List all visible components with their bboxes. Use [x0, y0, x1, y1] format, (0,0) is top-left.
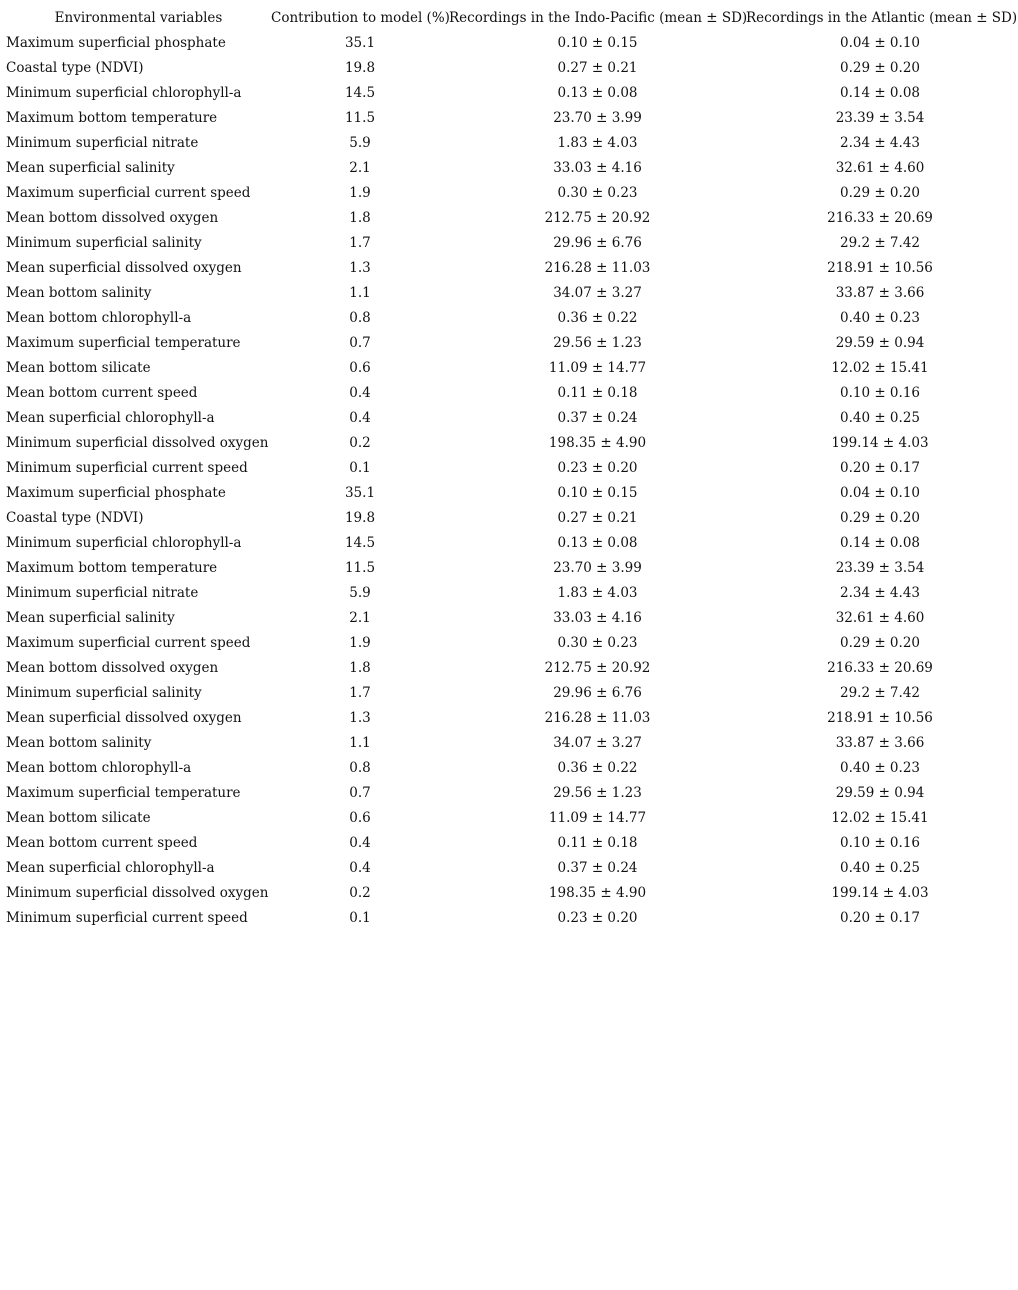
indo-pacific-cell: 23.70 ± 3.99 [553, 109, 642, 126]
variable-cell: Coastal type (NDVI) [6, 509, 144, 526]
indo-pacific-cell: 0.30 ± 0.23 [557, 634, 638, 651]
variable-cell: Maximum superficial current speed [6, 184, 251, 201]
table-row [6, 180, 1014, 205]
contribution-cell: 19.8 [344, 59, 376, 76]
contribution-cell: 0.8 [349, 759, 371, 776]
variable-cell: Mean bottom dissolved oxygen [6, 209, 219, 226]
atlantic-cell: 0.29 ± 0.20 [839, 184, 920, 201]
table-row [6, 555, 1014, 580]
indo-pacific-cell: 1.83 ± 4.03 [557, 134, 638, 151]
atlantic-cell: 2.34 ± 4.43 [839, 134, 920, 151]
variable-cell: Minimum superficial nitrate [6, 134, 199, 151]
variable-cell: Minimum superficial current speed [6, 459, 248, 476]
variable-cell: Mean bottom dissolved oxygen [6, 659, 219, 676]
variable-cell: Mean superficial chlorophyll-a [6, 859, 215, 876]
table-row [6, 605, 1014, 630]
variable-cell: Minimum superficial salinity [6, 684, 202, 701]
table-body [6, 30, 1014, 930]
indo-pacific-cell: 0.37 ± 0.24 [557, 409, 638, 426]
atlantic-cell: 0.14 ± 0.08 [839, 534, 920, 551]
variable-cell: Mean bottom silicate [6, 359, 151, 376]
contribution-cell: 5.9 [349, 134, 371, 151]
contribution-cell: 5.9 [349, 584, 371, 601]
table-row [6, 330, 1014, 355]
atlantic-cell: 216.33 ± 20.69 [827, 209, 933, 226]
contribution-cell: 0.4 [349, 834, 371, 851]
atlantic-cell: 0.14 ± 0.08 [839, 84, 920, 101]
contribution-cell: 0.4 [349, 859, 371, 876]
contribution-cell: 0.1 [349, 909, 371, 926]
atlantic-cell: 33.87 ± 3.66 [835, 734, 925, 751]
variable-cell: Mean bottom silicate [6, 809, 151, 826]
variable-cell: Mean bottom salinity [6, 734, 152, 751]
table-row [6, 455, 1014, 480]
variable-cell: Mean superficial salinity [6, 159, 175, 176]
indo-pacific-cell: 0.23 ± 0.20 [557, 459, 638, 476]
contribution-cell: 0.2 [349, 884, 371, 901]
table-row [6, 55, 1014, 80]
indo-pacific-cell: 212.75 ± 20.92 [544, 209, 651, 226]
indo-pacific-cell: 11.09 ± 14.77 [548, 809, 647, 826]
indo-pacific-cell: 0.11 ± 0.18 [557, 834, 638, 851]
contribution-cell: 1.3 [349, 709, 371, 726]
header-row [6, 5, 1014, 30]
contribution-cell: 1.9 [349, 184, 371, 201]
indo-pacific-cell: 33.03 ± 4.16 [553, 159, 642, 176]
indo-pacific-cell: 23.70 ± 3.99 [553, 559, 642, 576]
contribution-cell: 1.8 [349, 209, 371, 226]
table-row [6, 755, 1014, 780]
variable-cell: Coastal type (NDVI) [6, 59, 144, 76]
indo-pacific-cell: 29.96 ± 6.76 [553, 684, 642, 701]
variable-cell: Minimum superficial dissolved oxygen [6, 434, 269, 451]
indo-pacific-cell: 1.83 ± 4.03 [557, 584, 638, 601]
table-row [6, 530, 1014, 555]
indo-pacific-cell: 29.96 ± 6.76 [553, 234, 642, 251]
atlantic-cell: 0.29 ± 0.20 [839, 59, 920, 76]
indo-pacific-cell: 11.09 ± 14.77 [548, 359, 647, 376]
contribution-cell: 35.1 [344, 484, 376, 501]
table-row [6, 505, 1014, 530]
indo-pacific-cell: 0.36 ± 0.22 [557, 759, 638, 776]
table-row [6, 205, 1014, 230]
variable-cell: Mean bottom chlorophyll-a [6, 759, 192, 776]
variable-cell: Minimum superficial current speed [6, 909, 248, 926]
atlantic-cell: 218.91 ± 10.56 [827, 709, 933, 726]
atlantic-cell: 0.29 ± 0.20 [839, 509, 920, 526]
contribution-cell: 0.1 [349, 459, 371, 476]
indo-pacific-cell: 34.07 ± 3.27 [553, 734, 642, 751]
table-row [6, 105, 1014, 130]
indo-pacific-cell: 0.36 ± 0.22 [557, 309, 638, 326]
atlantic-cell: 23.39 ± 3.54 [835, 559, 925, 576]
contribution-cell: 0.6 [349, 359, 371, 376]
table-row [6, 855, 1014, 880]
table-row [6, 430, 1014, 455]
atlantic-cell: 0.10 ± 0.16 [839, 834, 920, 851]
header-contribution: Contribution to model (%) [271, 9, 450, 26]
table-row [6, 705, 1014, 730]
variable-cell: Maximum superficial phosphate [6, 34, 226, 51]
variable-cell: Minimum superficial chlorophyll-a [6, 534, 242, 551]
table-row [6, 80, 1014, 105]
atlantic-cell: 29.2 ± 7.42 [839, 234, 920, 251]
atlantic-cell: 29.59 ± 0.94 [835, 784, 925, 801]
indo-pacific-cell: 33.03 ± 4.16 [553, 609, 642, 626]
table-row [6, 680, 1014, 705]
variable-cell: Maximum superficial phosphate [6, 484, 226, 501]
table-row [6, 255, 1014, 280]
contribution-cell: 1.1 [349, 734, 371, 751]
table-row [6, 480, 1014, 505]
contribution-cell: 11.5 [344, 109, 376, 126]
variable-cell: Maximum bottom temperature [6, 109, 218, 126]
indo-pacific-cell: 0.27 ± 0.21 [557, 509, 638, 526]
atlantic-cell: 0.20 ± 0.17 [839, 909, 920, 926]
contribution-cell: 0.7 [349, 334, 371, 351]
atlantic-cell: 32.61 ± 4.60 [835, 609, 925, 626]
atlantic-cell: 216.33 ± 20.69 [827, 659, 933, 676]
contribution-cell: 2.1 [349, 159, 371, 176]
indo-pacific-cell: 0.23 ± 0.20 [557, 909, 638, 926]
header-environmental-variables: Environmental variables [54, 9, 223, 26]
table-row [6, 305, 1014, 330]
indo-pacific-cell: 0.10 ± 0.15 [557, 34, 638, 51]
indo-pacific-cell: 0.37 ± 0.24 [557, 859, 638, 876]
atlantic-cell: 0.40 ± 0.25 [839, 409, 920, 426]
table-row [6, 405, 1014, 430]
atlantic-cell: 12.02 ± 15.41 [831, 359, 929, 376]
contribution-cell: 0.2 [349, 434, 371, 451]
contribution-cell: 1.7 [349, 234, 371, 251]
table-row [6, 355, 1014, 380]
atlantic-cell: 23.39 ± 3.54 [835, 109, 925, 126]
table-header [6, 5, 1018, 30]
table-row [6, 655, 1014, 680]
variable-cell: Maximum superficial temperature [6, 784, 241, 801]
table-row [6, 30, 1014, 55]
indo-pacific-cell: 29.56 ± 1.23 [553, 334, 642, 351]
indo-pacific-cell: 0.30 ± 0.23 [557, 184, 638, 201]
contribution-cell: 19.8 [344, 509, 376, 526]
table-row [6, 280, 1014, 305]
table-row [6, 155, 1014, 180]
contribution-cell: 1.1 [349, 284, 371, 301]
header-indo-pacific: Recordings in the Indo-Pacific (mean ± SD) [449, 9, 748, 26]
table-row [6, 830, 1014, 855]
contribution-cell: 0.6 [349, 809, 371, 826]
atlantic-cell: 199.14 ± 4.03 [831, 884, 929, 901]
variable-cell: Maximum superficial temperature [6, 334, 241, 351]
variable-cell: Mean superficial dissolved oxygen [6, 259, 242, 276]
indo-pacific-cell: 216.28 ± 11.03 [544, 259, 651, 276]
contribution-cell: 14.5 [344, 84, 376, 101]
contribution-cell: 1.3 [349, 259, 371, 276]
header-atlantic: Recordings in the Atlantic (mean ± SD) [746, 9, 1018, 26]
environmental-variables-table [6, 5, 1018, 930]
variable-cell: Mean superficial salinity [6, 609, 175, 626]
contribution-cell: 1.7 [349, 684, 371, 701]
atlantic-cell: 0.40 ± 0.23 [839, 759, 920, 776]
table-row [6, 730, 1014, 755]
table-row [6, 780, 1014, 805]
atlantic-cell: 0.04 ± 0.10 [839, 34, 920, 51]
indo-pacific-cell: 0.13 ± 0.08 [557, 534, 638, 551]
atlantic-cell: 0.04 ± 0.10 [839, 484, 920, 501]
atlantic-cell: 0.40 ± 0.23 [839, 309, 920, 326]
table-row [6, 130, 1014, 155]
table-row [6, 905, 1014, 930]
atlantic-cell: 33.87 ± 3.66 [835, 284, 925, 301]
atlantic-cell: 32.61 ± 4.60 [835, 159, 925, 176]
indo-pacific-cell: 198.35 ± 4.90 [548, 884, 647, 901]
indo-pacific-cell: 0.10 ± 0.15 [557, 484, 638, 501]
indo-pacific-cell: 0.13 ± 0.08 [557, 84, 638, 101]
atlantic-cell: 12.02 ± 15.41 [831, 809, 929, 826]
variable-cell: Mean bottom current speed [6, 834, 198, 851]
variable-cell: Minimum superficial salinity [6, 234, 202, 251]
contribution-cell: 0.4 [349, 384, 371, 401]
variable-cell: Mean superficial chlorophyll-a [6, 409, 215, 426]
variable-cell: Mean superficial dissolved oxygen [6, 709, 242, 726]
atlantic-cell: 0.20 ± 0.17 [839, 459, 920, 476]
indo-pacific-cell: 0.11 ± 0.18 [557, 384, 638, 401]
contribution-cell: 0.7 [349, 784, 371, 801]
variable-cell: Minimum superficial dissolved oxygen [6, 884, 269, 901]
contribution-cell: 11.5 [344, 559, 376, 576]
atlantic-cell: 0.29 ± 0.20 [839, 634, 920, 651]
table-row [6, 805, 1014, 830]
contribution-cell: 0.8 [349, 309, 371, 326]
table-row [6, 380, 1014, 405]
indo-pacific-cell: 216.28 ± 11.03 [544, 709, 651, 726]
atlantic-cell: 2.34 ± 4.43 [839, 584, 920, 601]
contribution-cell: 2.1 [349, 609, 371, 626]
indo-pacific-cell: 198.35 ± 4.90 [548, 434, 647, 451]
variable-cell: Minimum superficial nitrate [6, 584, 199, 601]
atlantic-cell: 0.10 ± 0.16 [839, 384, 920, 401]
table-row [6, 230, 1014, 255]
contribution-cell: 1.9 [349, 634, 371, 651]
indo-pacific-cell: 0.27 ± 0.21 [557, 59, 638, 76]
indo-pacific-cell: 212.75 ± 20.92 [544, 659, 651, 676]
variable-cell: Mean bottom chlorophyll-a [6, 309, 192, 326]
atlantic-cell: 29.2 ± 7.42 [839, 684, 920, 701]
indo-pacific-cell: 34.07 ± 3.27 [553, 284, 642, 301]
contribution-cell: 1.8 [349, 659, 371, 676]
variable-cell: Maximum bottom temperature [6, 559, 218, 576]
indo-pacific-cell: 29.56 ± 1.23 [553, 784, 642, 801]
table-row [6, 880, 1014, 905]
variable-cell: Minimum superficial chlorophyll-a [6, 84, 242, 101]
atlantic-cell: 29.59 ± 0.94 [835, 334, 925, 351]
contribution-cell: 14.5 [344, 534, 376, 551]
atlantic-cell: 0.40 ± 0.25 [839, 859, 920, 876]
variable-cell: Maximum superficial current speed [6, 634, 251, 651]
table-row [6, 630, 1014, 655]
table-row [6, 580, 1014, 605]
variable-cell: Mean bottom current speed [6, 384, 198, 401]
atlantic-cell: 218.91 ± 10.56 [827, 259, 933, 276]
contribution-cell: 35.1 [344, 34, 376, 51]
atlantic-cell: 199.14 ± 4.03 [831, 434, 929, 451]
contribution-cell: 0.4 [349, 409, 371, 426]
variable-cell: Mean bottom salinity [6, 284, 152, 301]
